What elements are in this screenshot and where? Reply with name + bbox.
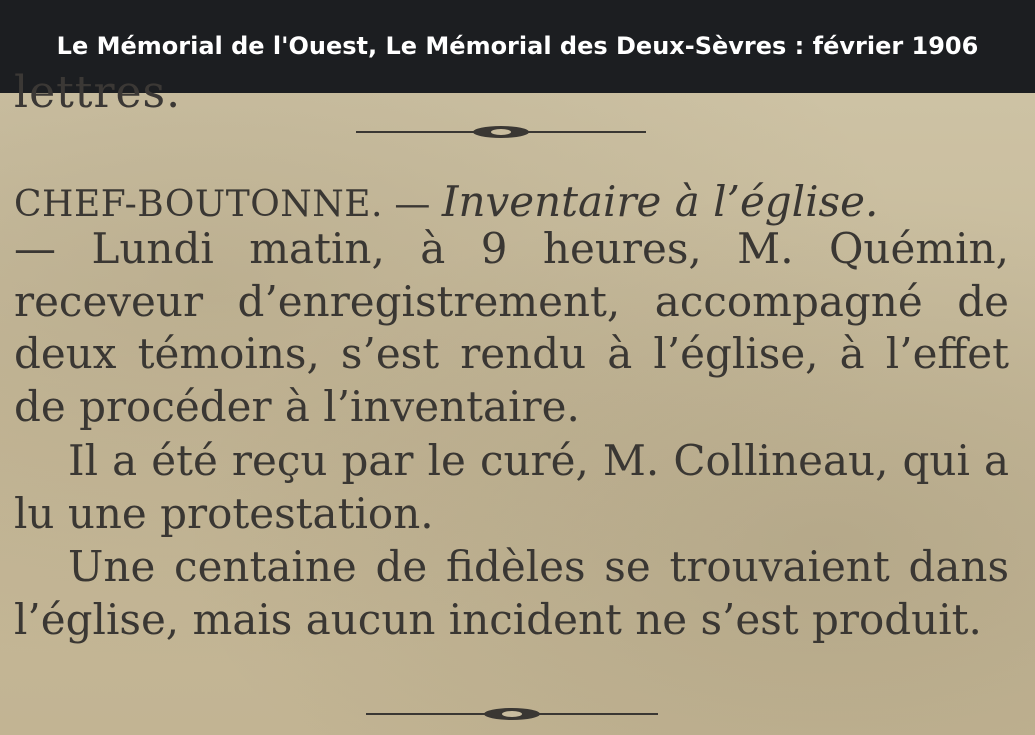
paragraph-2-text: Il a été reçu par le curé, M. Collineau, qui a lu une protestation. xyxy=(14,436,1009,538)
ornamental-divider-top xyxy=(356,123,646,141)
headline-place: CHEF-BOUTONNE. xyxy=(14,184,383,225)
paragraph-3-text: Une centaine de fidèles se trouvaient dans l’église, mais aucun incident ne s’est produit. xyxy=(14,542,1009,644)
page-title: Le Mémorial de l'Ouest, Le Mémorial des Deux-Sèvres : février 1906 xyxy=(0,0,1035,93)
article-paragraph-3 xyxy=(14,541,1009,646)
article-paragraph-2 xyxy=(14,435,1009,540)
headline-subject: Inventaire à l’église. xyxy=(441,177,879,226)
headline-separator: — xyxy=(382,184,442,225)
article-paragraph-1: — Lundi matin, à 9 heures, M. Quémin, receveur d’enregistrement, accompagné de deux témoins, s’est rendu à l’église, à l’effet de procéder à l’inventaire. xyxy=(14,224,1009,431)
ornamental-divider-bottom xyxy=(366,705,658,723)
newspaper-clipping xyxy=(0,67,1035,735)
article-headline xyxy=(14,177,1009,226)
previous-article-fragment: lettres. xyxy=(14,67,182,118)
